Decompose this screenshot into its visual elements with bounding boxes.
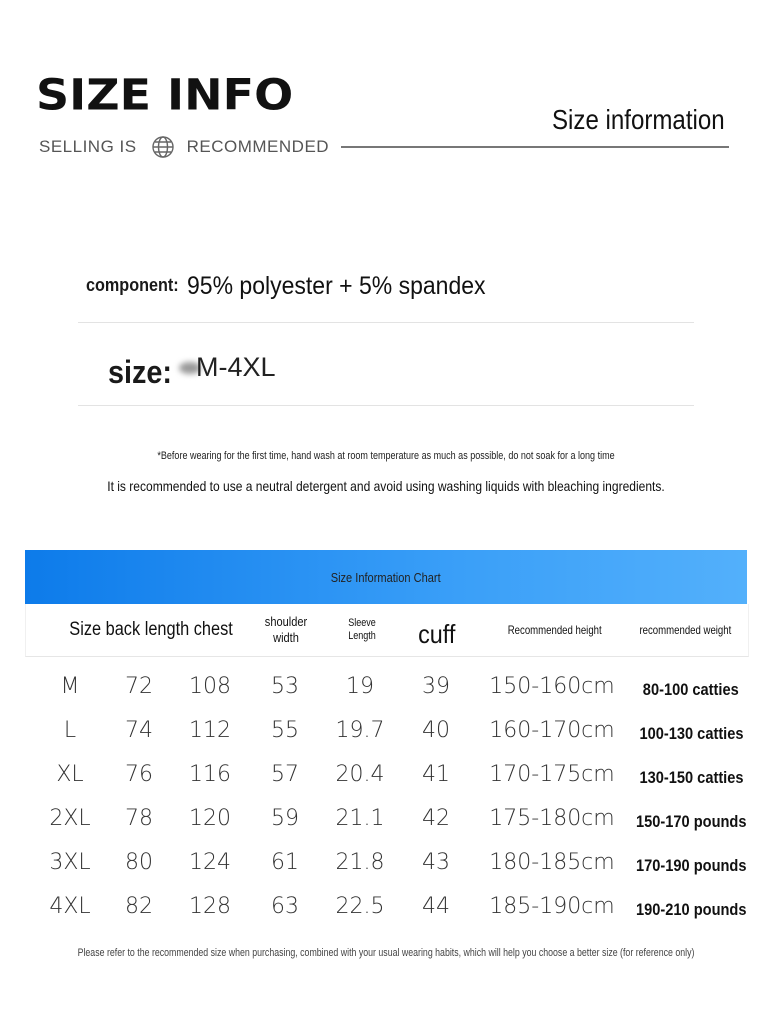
cell-back-length-text: 80 xyxy=(125,849,153,875)
cell-sleeve-length-text: 19.7 xyxy=(335,717,385,743)
header-shoulder-width: shoulder width xyxy=(264,614,308,645)
cell-back-length xyxy=(109,664,169,708)
cell-recommended-height xyxy=(482,664,622,708)
detergent-note: It is recommended to use a neutral detergent and avoid using washing liquids with bleaching ingredients. xyxy=(107,478,665,494)
cell-cuff-text: 44 xyxy=(422,893,450,919)
cell-recommended-weight xyxy=(621,712,761,756)
cell-chest-text: 116 xyxy=(189,761,231,787)
cell-cuff-text: 41 xyxy=(422,761,450,787)
cell-size xyxy=(40,796,100,840)
cell-back-length-text: 72 xyxy=(125,673,153,699)
cell-recommended-height xyxy=(482,708,622,752)
cell-sleeve-length xyxy=(325,664,395,708)
cell-sleeve-length xyxy=(325,752,395,796)
cell-back-length xyxy=(109,796,169,840)
cell-size xyxy=(40,840,100,884)
cell-recommended-height xyxy=(482,796,622,840)
cell-recommended-height-text: 175-180cm xyxy=(489,805,615,831)
cell-back-length xyxy=(109,752,169,796)
cell-recommended-height xyxy=(482,752,622,796)
cell-shoulder-width-text: 63 xyxy=(271,893,299,919)
cell-recommended-weight xyxy=(621,668,761,712)
cell-sleeve-length xyxy=(325,840,395,884)
cell-sleeve-length-text: 21.8 xyxy=(335,849,385,875)
footnote: Please refer to the recommended size when purchasing, combined with your usual wearing habits, which will help you choose a better size (for reference only) xyxy=(77,947,695,959)
cell-cuff-text: 40 xyxy=(422,717,450,743)
cell-back-length-text: 78 xyxy=(125,805,153,831)
cell-recommended-height-text: 150-160cm xyxy=(489,673,615,699)
cell-recommended-weight-text: 150-170 pounds xyxy=(635,812,747,831)
cell-recommended-weight-text: 190-210 pounds xyxy=(635,900,747,919)
cell-recommended-weight xyxy=(621,888,761,932)
table-row xyxy=(0,708,772,752)
cell-chest-text: 124 xyxy=(189,849,231,875)
subtitle-right: RECOMMENDED xyxy=(186,137,330,156)
cell-back-length xyxy=(109,884,169,928)
cell-shoulder-width-text: 59 xyxy=(271,805,299,831)
cell-size xyxy=(40,664,100,708)
size-value: M-4XL xyxy=(196,352,276,382)
cell-size-text: L xyxy=(63,717,77,743)
care-note: *Before wearing for the first time, hand wash at room temperature as much as possible, do not soak for a long time xyxy=(157,450,615,462)
cell-chest xyxy=(175,796,245,840)
cell-shoulder-width xyxy=(255,884,315,928)
table-row xyxy=(0,752,772,796)
cell-cuff-text: 42 xyxy=(422,805,450,831)
cell-cuff-text: 39 xyxy=(422,673,450,699)
cell-recommended-height-text: 160-170cm xyxy=(489,717,615,743)
subtitle-left: SELLING IS xyxy=(39,137,137,156)
cell-shoulder-width xyxy=(255,664,315,708)
cell-shoulder-width xyxy=(255,796,315,840)
cell-cuff xyxy=(406,752,466,796)
cell-size-text: M xyxy=(60,673,80,699)
header-divider xyxy=(341,146,729,148)
cell-size-text: XL xyxy=(56,761,84,787)
table-header-row xyxy=(25,604,749,657)
cell-size-text: 3XL xyxy=(49,849,91,875)
cell-size-text: 4XL xyxy=(49,893,91,919)
cell-recommended-weight-text: 100-130 catties xyxy=(638,724,744,743)
cell-sleeve-length-text: 22.5 xyxy=(335,893,385,919)
cell-sleeve-length xyxy=(325,708,395,752)
cell-recommended-weight-text: 130-150 catties xyxy=(638,768,744,787)
cell-back-length-text: 76 xyxy=(125,761,153,787)
table-row xyxy=(0,840,772,884)
header-size-back-chest: Size back length chest xyxy=(69,618,233,640)
cell-chest-text: 108 xyxy=(189,673,231,699)
cell-shoulder-width xyxy=(255,840,315,884)
section-title: Size information xyxy=(552,104,725,135)
cell-sleeve-length xyxy=(325,884,395,928)
page-title: SIZE INFO xyxy=(36,70,294,120)
cell-chest xyxy=(175,664,245,708)
cell-recommended-weight xyxy=(621,800,761,844)
component-label: component: xyxy=(86,275,179,295)
cell-back-length-text: 82 xyxy=(125,893,153,919)
cell-recommended-weight xyxy=(621,844,761,888)
cell-chest xyxy=(175,752,245,796)
cell-size xyxy=(40,752,100,796)
divider xyxy=(78,322,694,323)
cell-size-text: 2XL xyxy=(49,805,91,831)
cell-sleeve-length xyxy=(325,796,395,840)
header-recommended-weight: recommended weight xyxy=(639,622,731,637)
cell-cuff xyxy=(406,708,466,752)
cell-cuff xyxy=(406,884,466,928)
cell-cuff-text: 43 xyxy=(422,849,450,875)
cell-size xyxy=(40,884,100,928)
cell-size xyxy=(40,708,100,752)
chart-title: Size Information Chart xyxy=(331,569,441,585)
cell-sleeve-length-text: 21.1 xyxy=(335,805,385,831)
cell-sleeve-length-text: 19 xyxy=(346,673,374,699)
cell-recommended-weight-text: 80-100 catties xyxy=(643,680,739,699)
cell-shoulder-width-text: 61 xyxy=(271,849,299,875)
cell-cuff xyxy=(406,840,466,884)
cell-chest xyxy=(175,708,245,752)
globe-icon xyxy=(151,135,175,159)
table-row xyxy=(0,796,772,840)
cell-shoulder-width-text: 53 xyxy=(271,673,299,699)
cell-back-length xyxy=(109,840,169,884)
header-cuff: cuff xyxy=(418,619,456,650)
cell-recommended-weight xyxy=(621,756,761,800)
divider xyxy=(78,405,694,406)
cell-shoulder-width-text: 55 xyxy=(271,717,299,743)
cell-recommended-height xyxy=(482,884,622,928)
cell-chest-text: 120 xyxy=(189,805,231,831)
cell-back-length-text: 74 xyxy=(125,717,153,743)
cell-shoulder-width-text: 57 xyxy=(271,761,299,787)
cell-shoulder-width xyxy=(255,708,315,752)
cell-recommended-height-text: 170-175cm xyxy=(489,761,615,787)
cell-recommended-height xyxy=(482,840,622,884)
size-label: size: xyxy=(108,354,173,390)
cell-chest-text: 128 xyxy=(189,893,231,919)
subtitle-line xyxy=(39,135,329,159)
cell-sleeve-length-text: 20.4 xyxy=(335,761,385,787)
cell-cuff xyxy=(406,664,466,708)
cell-chest-text: 112 xyxy=(189,717,231,743)
cell-recommended-height-text: 185-190cm xyxy=(489,893,615,919)
cell-cuff xyxy=(406,796,466,840)
cell-recommended-weight-text: 170-190 pounds xyxy=(635,856,747,875)
table-row xyxy=(0,664,772,708)
header-recommended-height: Recommended height xyxy=(508,622,602,637)
chart-banner xyxy=(25,550,747,604)
cell-chest xyxy=(175,884,245,928)
cell-back-length xyxy=(109,708,169,752)
component-value: 95% polyester + 5% spandex xyxy=(187,272,486,300)
cell-shoulder-width xyxy=(255,752,315,796)
header-sleeve-length: Sleeve Length xyxy=(348,616,376,642)
table-row xyxy=(0,884,772,928)
cell-chest xyxy=(175,840,245,884)
cell-recommended-height-text: 180-185cm xyxy=(489,849,615,875)
